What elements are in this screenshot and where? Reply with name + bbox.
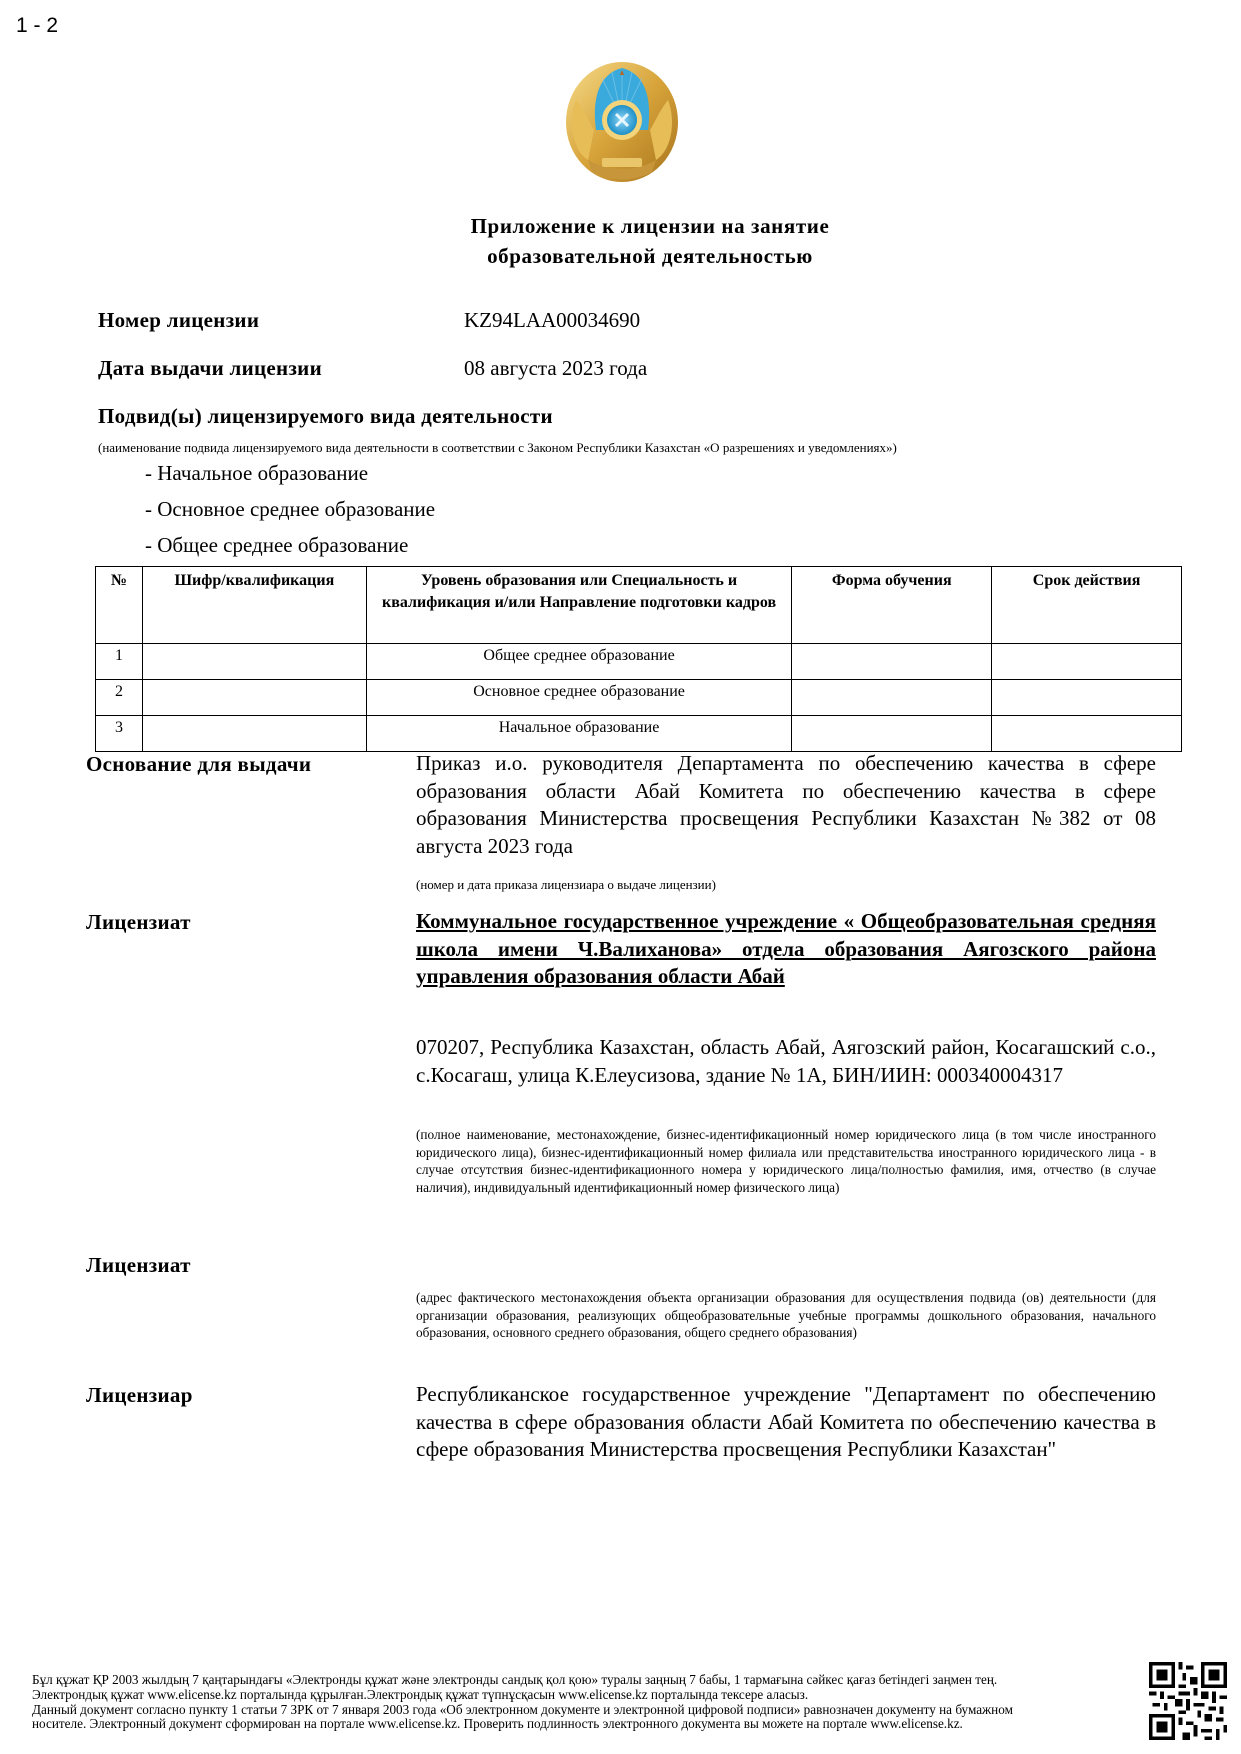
legal-footer [32, 1673, 1142, 1732]
licensor-value: Республиканское государственное учреждение "Департамент по обеспечению качества в сфере образования области Абай Комитета по обеспечению качества в сфере образования Министерства просвещения Республики Казахстан" [416, 1382, 1156, 1461]
licensee-site-note: (адрес фактического местонахождения объекта организации образования для осуществления подвида (ов) деятельности (для организации образования, реализующих общеобразовательные учебные программы дошкольного образования, начального образования, основного среднего образования, общего среднего образования) [416, 1290, 1156, 1340]
cell-form [792, 716, 992, 752]
column-header-form: Форма обучения [792, 567, 992, 644]
column-header-level: Уровень образования или Специальность и квалификация и/или Направление подготовки кадров [366, 567, 792, 644]
footer-line-kz-1: Бұл құжат ҚР 2003 жылдың 7 қаңтарындағы «Электронды құжат және электронды сандық қол қою» туралы заңның 7 бабы, 1 тармағына сәйкес қағаз бетіндегі заңмен тең. [32, 1672, 998, 1687]
cell-number: 3 [96, 716, 143, 752]
cell-validity [992, 680, 1182, 716]
table-header-row [96, 567, 1182, 644]
licensee-note: (полное наименование, местонахождение, бизнес-идентификационный номер юридического лица (в том числе иностранного юридического лица), бизнес-идентификационный номер филиала или представительства иностранного юридического лица - в случае отсутствия бизнес-идентификационного номера у юридического лица/полностью фамилия, имя, отчество (в случае наличия), индивидуальный идентификационный номер физического лица) [416, 1127, 1156, 1195]
license-number-label: Номер лицензии [98, 308, 260, 332]
cell-level: Основное среднее образование [366, 680, 792, 716]
page-indicator: 1 - 2 [16, 14, 59, 37]
footer-line-kz-2: Электрондық құжат www.elicense.kz порталында құрылған.Электрондық құжат түпнұсқасын www.elicense.kz порталында тексере аласыз. [32, 1686, 809, 1702]
table-row [96, 644, 1182, 680]
qr-code-icon [1149, 1662, 1227, 1740]
column-header-validity: Срок действия [992, 567, 1182, 644]
cell-number: 2 [96, 680, 143, 716]
cell-validity [992, 644, 1182, 680]
cell-code [142, 716, 366, 752]
license-number-value: KZ94LAA00034690 [464, 308, 641, 332]
licensee-site-label: Лицензиат [86, 1253, 191, 1277]
cell-code [142, 644, 366, 680]
subtypes-heading: Подвид(ы) лицензируемого вида деятельности [98, 404, 553, 428]
issue-date-label: Дата выдачи лицензии [98, 356, 322, 380]
basis-note: (номер и дата приказа лицензиара о выдаче лицензии) [416, 877, 716, 892]
cell-number: 1 [96, 644, 143, 680]
subtypes-note: (наименование подвида лицензируемого вида деятельности в соответствии с Законом Республики Казахстан «О разрешениях и уведомлениях») [98, 440, 897, 455]
table-row [96, 680, 1182, 716]
cell-level: Общее среднее образование [366, 644, 792, 680]
basis-value: Приказ и.о. руководителя Департамента по обеспечению качества в сфере образования области Абай Комитета по обеспечению качества в сфере образования Министерства просвещения Республики Казахстан №382 от 08 августа 2023 года [416, 751, 1156, 858]
footer-line-ru-2: носителе. Электронный документ сформирован на портале www.elicense.kz. Проверить подлинность электронного документа вы можете на портале www.elicense.kz. [32, 1716, 963, 1732]
column-header-code: Шифр/квалификация [142, 567, 366, 644]
subtype-item: - Общее среднее образование [145, 533, 409, 557]
footer-line-ru-1: Данный документ согласно пункту 1 статьи 7 ЗРК от 7 января 2003 года «Об электронном документе и электронной цифровой подписи» равнозначен документу на бумажном [32, 1701, 1013, 1717]
cell-form [792, 680, 992, 716]
column-header-number: № [96, 567, 143, 644]
table-row [96, 716, 1182, 752]
licensor-label: Лицензиар [86, 1383, 193, 1407]
cell-level: Начальное образование [366, 716, 792, 752]
licensee-label: Лицензиат [86, 910, 191, 934]
issue-date-value: 08 августа 2023 года [464, 356, 648, 380]
cell-code [142, 680, 366, 716]
licensee-name: Коммунальное государственное учреждение « Общеобразовательная средняя школа имени Ч.Валиханова» отдела образования Аягозского района управления образования области Абай [416, 909, 1156, 988]
education-levels-table [95, 566, 1182, 752]
kazakhstan-state-emblem-icon [558, 60, 686, 188]
licensee-address: 070207, Республика Казахстан, область Абай, Аягозский район, Косагашский с.о., с.Косагаш, улица К.Елеусизова, здание № 1А, БИН/ИИН: 000340004317 [416, 1035, 1156, 1087]
cell-form [792, 644, 992, 680]
document-title-line-2: образовательной деятельностью [487, 244, 813, 268]
subtype-item: - Начальное образование [145, 461, 369, 485]
basis-label: Основание для выдачи [86, 752, 312, 776]
subtype-item: - Основное среднее образование [145, 497, 436, 521]
document-title-line-1: Приложение к лицензии на занятие [470, 214, 830, 238]
cell-validity [992, 716, 1182, 752]
